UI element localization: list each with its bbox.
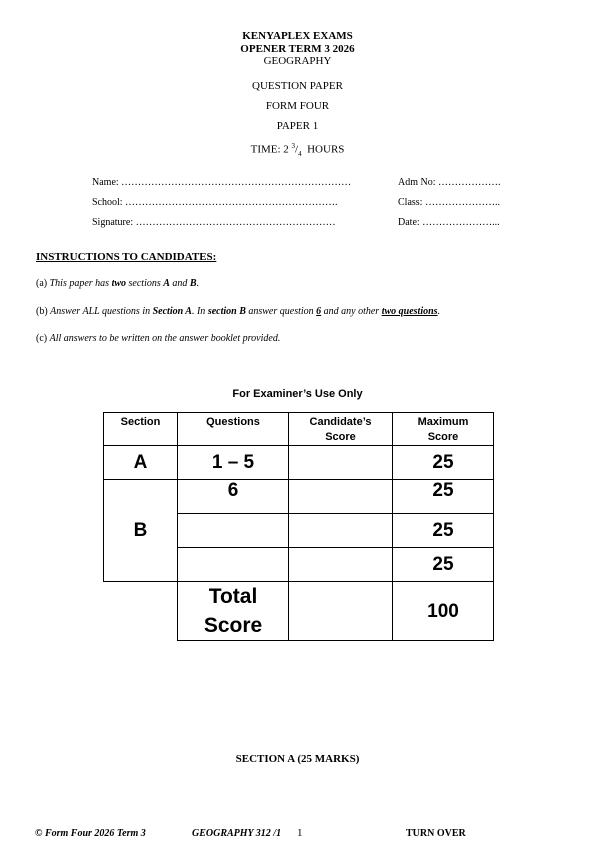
questions-cell: 6 <box>178 480 289 514</box>
time-suffix: HOURS <box>301 143 345 156</box>
instruction-b-part: answer question <box>245 306 317 317</box>
name-row <box>92 175 532 195</box>
table-header-row <box>104 413 494 446</box>
instruction-b-label: (b) <box>36 306 51 317</box>
total-row <box>104 582 494 641</box>
footer-turn-over: TURN OVER <box>406 828 466 839</box>
header-max-line2: Score <box>427 431 459 443</box>
exam-body: KENYAPLEX EXAMS <box>242 30 353 42</box>
candidate-score-cell[interactable] <box>289 514 393 548</box>
candidate-total-cell[interactable] <box>289 582 393 641</box>
questions-cell[interactable] <box>178 514 289 548</box>
section-b-cell: B <box>104 480 178 582</box>
header-maximum-score <box>393 413 494 446</box>
header-candidate-line1: Candidate’s <box>309 416 372 428</box>
max-score-cell: 25 <box>393 514 494 548</box>
instruction-b-part: . <box>437 306 441 317</box>
name-field[interactable]: Name: …………………………………………………………… <box>92 177 352 188</box>
time-slash: / <box>295 143 299 156</box>
instruction-c-label: (c) <box>36 333 50 344</box>
instruction-a-bold: A <box>163 278 170 289</box>
section-a-title: SECTION A (25 MARKS) <box>235 753 360 765</box>
instruction-b-bold: 6 <box>316 306 322 317</box>
candidate-score-cell[interactable] <box>289 480 393 514</box>
max-score-cell: 25 <box>393 548 494 582</box>
signature-row <box>92 215 532 235</box>
instruction-b-bold: Section A <box>152 306 192 317</box>
time-allowed <box>0 136 595 156</box>
total-score-label <box>178 582 289 641</box>
questions-cell[interactable] <box>178 548 289 582</box>
paper-number: PAPER 1 <box>276 120 319 132</box>
instruction-a-bold: two <box>111 278 127 289</box>
footer-copyright: © Form Four 2026 Term 3 <box>35 828 146 839</box>
signature-field[interactable]: Signature: …………………………………………………… <box>92 217 336 228</box>
examiner-table <box>103 412 494 641</box>
school-field[interactable]: School: ………………………………………………………. <box>92 197 338 208</box>
instruction-b-bold: section B <box>207 306 246 317</box>
header-questions: Questions <box>178 413 289 446</box>
footer-code: GEOGRAPHY 312 /1 <box>192 828 282 839</box>
school-row <box>92 195 532 215</box>
instruction-b-text <box>50 306 440 317</box>
instruction-c <box>36 333 280 344</box>
questions-cell: 1 – 5 <box>178 446 289 480</box>
examiner-title: For Examiner’s Use Only <box>232 388 363 400</box>
instruction-a <box>36 278 199 289</box>
exam-header <box>0 30 595 156</box>
adm-no-field[interactable]: Adm No: ………………. <box>398 177 501 188</box>
class-field[interactable]: Class: ………………….. <box>398 197 500 208</box>
instruction-b-part: and any other <box>321 306 382 317</box>
total-max-cell: 100 <box>393 582 494 641</box>
max-score-cell: 25 <box>393 446 494 480</box>
instruction-a-part: sections <box>126 278 164 289</box>
table-row <box>104 446 494 480</box>
footer-page-number: 1 <box>297 827 303 839</box>
instruction-b-part: . In <box>191 306 208 317</box>
instruction-a-bold: B <box>189 278 197 289</box>
candidate-score-cell[interactable] <box>289 548 393 582</box>
date-field[interactable]: Date: …………………... <box>398 217 500 228</box>
max-score-cell: 25 <box>393 480 494 514</box>
total-label-line2: Score <box>203 614 263 637</box>
instruction-b-part: Answer ALL questions in <box>50 306 153 317</box>
instruction-b-bold: two questions <box>381 306 438 317</box>
total-label-line1: Total <box>208 585 258 608</box>
time-numerator: 3 <box>291 142 296 150</box>
time-denominator: 4 <box>298 149 302 158</box>
exam-name: OPENER TERM 3 2026 <box>240 43 355 55</box>
header-candidate-score <box>289 413 393 446</box>
time-prefix: TIME: 2 <box>250 143 292 156</box>
table-row <box>104 480 494 514</box>
instruction-a-label: (a) <box>36 278 50 289</box>
instruction-a-text <box>50 278 199 289</box>
instruction-a-part: . <box>196 278 200 289</box>
instruction-b <box>36 306 440 317</box>
instruction-c-text: All answers to be written on the answer booklet provided. <box>49 333 281 344</box>
candidate-fields <box>92 175 532 235</box>
instruction-a-part: This paper has <box>49 278 112 289</box>
instructions-title: INSTRUCTIONS TO CANDIDATES: <box>36 251 217 263</box>
section-a-cell: A <box>104 446 178 480</box>
instruction-a-part: and <box>169 278 190 289</box>
paper-type: QUESTION PAPER <box>252 80 343 92</box>
header-section: Section <box>104 413 178 446</box>
form-level: FORM FOUR <box>265 100 330 112</box>
header-candidate-line2: Score <box>325 431 356 443</box>
subject: GEOGRAPHY <box>263 55 332 67</box>
header-max-line1: Maximum <box>417 416 469 428</box>
candidate-score-cell[interactable] <box>289 446 393 480</box>
empty-cell <box>104 582 178 641</box>
